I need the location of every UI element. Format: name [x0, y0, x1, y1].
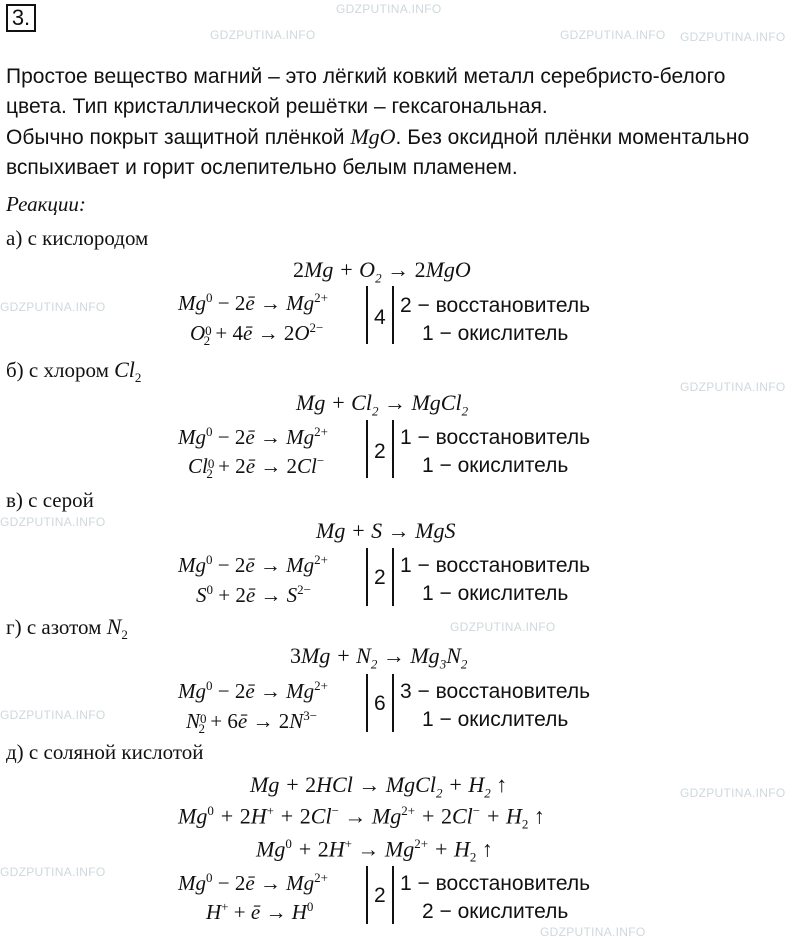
section-v-label: в) с серой — [6, 488, 94, 512]
divider — [366, 420, 368, 478]
watermark: GDZPUTINA.INFO — [680, 380, 786, 394]
half-reaction: $Cl_{02}$ + 2ē → 2Cl− — [188, 453, 325, 482]
divider — [366, 674, 368, 732]
role-line: 3 − восстановитель — [400, 680, 591, 703]
coefficient: 2 — [374, 884, 386, 907]
half-reaction: $N_{02}$ + 6ē → $2N^{3-}$ — [186, 708, 318, 737]
half-reaction: $Mg^0$ − 2ē → $Mg^{2+}$ — [178, 678, 329, 703]
role-line: 2 − окислитель — [422, 900, 569, 923]
half-reaction: $S^0$ + 2ē → $S^{2-}$ — [196, 582, 312, 607]
role-line: 1 − окислитель — [422, 454, 569, 477]
divider — [392, 420, 394, 478]
coefficient: 4 — [374, 306, 386, 329]
role-line: 1 − окислитель — [422, 322, 569, 345]
role-line: 1 − окислитель — [422, 582, 569, 605]
coefficient: 2 — [374, 440, 386, 463]
reactions-title: Реакции: — [6, 192, 86, 216]
equation: Mg + S → MgS — [316, 518, 456, 543]
watermark: GDZPUTINA.INFO — [336, 2, 442, 16]
section-b-label: б) с хлором $Cl_2$ — [6, 357, 142, 386]
section-d-label: д) с соляной кислотой — [6, 740, 204, 764]
divider — [392, 548, 394, 606]
equation: $Mg + Cl_2$ → MgCl$_2$ — [296, 390, 469, 419]
role-line: 2 − восстановитель — [400, 294, 591, 317]
coefficient: 6 — [374, 692, 386, 715]
role-line: 1 − восстановитель — [400, 426, 591, 449]
intro-line: Простое вещество магний – это лёгкий ковкий металл серебристо-белого — [6, 65, 726, 88]
watermark: GDZPUTINA.INFO — [210, 28, 316, 42]
divider — [366, 286, 368, 344]
watermark: GDZPUTINA.INFO — [450, 620, 556, 634]
equation: Mg + 2HCl → MgCl$_2$ + $H_2$ ↑ — [250, 772, 508, 801]
coefficient: 2 — [374, 566, 386, 589]
divider — [366, 548, 368, 606]
equation: $Mg^0 + 2H^+ + 2Cl^- \to Mg^{2+} + 2Cl^- + H_2$ ↑ — [178, 803, 545, 832]
formula-mgo: MgO — [350, 124, 396, 149]
section-a-label: а) с кислородом — [6, 226, 149, 250]
equation: $Mg^0 + 2H^+ \to Mg^{2+} + H_2$ ↑ — [256, 836, 493, 865]
section-g-label: г) с азотом $N_2$ — [6, 614, 128, 643]
watermark: GDZPUTINA.INFO — [680, 30, 786, 44]
watermark: GDZPUTINA.INFO — [0, 865, 106, 879]
watermark: GDZPUTINA.INFO — [0, 515, 106, 529]
half-reaction: $Mg^0$ − 2ē → $Mg^{2+}$ — [178, 290, 329, 315]
intro-paragraph — [6, 62, 796, 183]
watermark: GDZPUTINA.INFO — [560, 28, 666, 42]
intro-line: Обычно покрыт защитной плёнкой MgO. Без оксидной плёнки моментально — [6, 124, 750, 149]
intro-line: вспыхивает и горит ослепительно белым пламенем. — [6, 156, 518, 179]
equation: $2Mg + O_2 \to 2MgO$ — [293, 257, 471, 286]
task-number: 3. — [6, 4, 36, 32]
watermark: GDZPUTINA.INFO — [680, 786, 786, 800]
divider — [392, 866, 394, 924]
divider — [392, 674, 394, 732]
half-reaction: $Mg^0$ − 2ē → $Mg^{2+}$ — [178, 552, 329, 577]
intro-line: цвета. Тип кристаллической решётки – гексагональная. — [6, 95, 548, 118]
role-line: 1 − восстановитель — [400, 554, 591, 577]
role-line: 1 − окислитель — [422, 708, 569, 731]
watermark: GDZPUTINA.INFO — [540, 925, 646, 939]
divider — [366, 866, 368, 924]
role-line: 1 − восстановитель — [400, 872, 591, 895]
watermark: GDZPUTINA.INFO — [0, 708, 106, 722]
watermark: GDZPUTINA.INFO — [0, 300, 106, 314]
half-reaction: $Mg^0$ − 2ē → $Mg^{2+}$ — [178, 424, 329, 449]
equation: $3Mg + N_2 \to Mg_3N_2$ — [290, 643, 468, 672]
half-reaction: H+ + ē → $H^0$ — [206, 899, 314, 924]
half-reaction: $O_{02}$ + 4ē → $2O^{2-}$ — [190, 320, 324, 349]
divider — [392, 286, 394, 344]
half-reaction: $Mg^0$ − 2ē → $Mg^{2+}$ — [178, 870, 329, 895]
